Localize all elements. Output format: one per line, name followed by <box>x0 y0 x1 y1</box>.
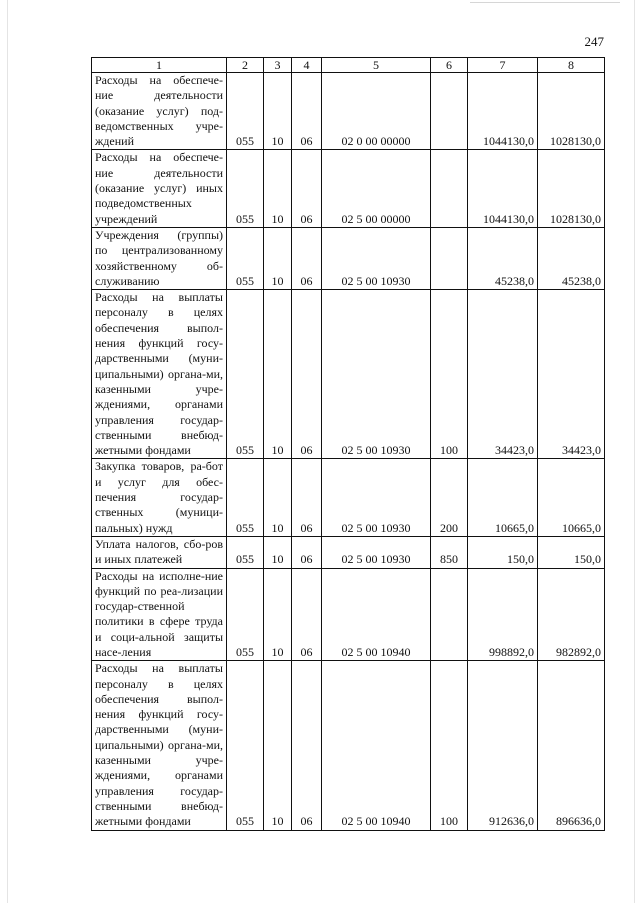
cell-col3: 10 <box>264 73 292 150</box>
cell-col4: 06 <box>292 661 322 830</box>
page-number: 247 <box>584 34 604 49</box>
cell-col2: 055 <box>227 150 264 227</box>
cell-col5: 02 5 00 10930 <box>322 227 431 289</box>
table-row <box>92 150 605 227</box>
table-row <box>92 536 605 568</box>
col-header: 4 <box>292 58 322 73</box>
cell-col7: 912636,0 <box>468 661 538 830</box>
cell-col3: 10 <box>264 536 292 568</box>
cell-col4: 06 <box>292 150 322 227</box>
table-row <box>92 459 605 536</box>
col-header: 3 <box>264 58 292 73</box>
col-header: 2 <box>227 58 264 73</box>
cell-col6: 100 <box>431 290 468 459</box>
cell-col5: 02 5 00 10930 <box>322 459 431 536</box>
table-row <box>92 290 605 459</box>
col-header: 6 <box>431 58 468 73</box>
row-name: Расходы на выплаты персоналу в целях обеспечения выпол-нения функций госу-дарственными (муни-ципальными) органа-ми, казенными учре-ждениями, органами управления государ-ственными внебюд-жетными фондами <box>92 290 227 459</box>
cell-col4: 06 <box>292 568 322 661</box>
cell-col2: 055 <box>227 290 264 459</box>
cell-col4: 06 <box>292 73 322 150</box>
col-header: 5 <box>322 58 431 73</box>
cell-col8: 34423,0 <box>538 290 605 459</box>
row-name: Расходы на обеспече-ние деятельности (оказание услуг) под-ведомственных учре-ждений <box>92 73 227 150</box>
cell-col6 <box>431 150 468 227</box>
col-header: 8 <box>538 58 605 73</box>
cell-col5: 02 5 00 10930 <box>322 536 431 568</box>
page-edge-right <box>634 0 635 903</box>
cell-col5: 02 5 00 10940 <box>322 568 431 661</box>
cell-col7: 1044130,0 <box>468 150 538 227</box>
cell-col7: 34423,0 <box>468 290 538 459</box>
cell-col5: 02 5 00 10930 <box>322 290 431 459</box>
cell-col6: 850 <box>431 536 468 568</box>
cell-col3: 10 <box>264 459 292 536</box>
cell-col4: 06 <box>292 227 322 289</box>
cell-col8: 150,0 <box>538 536 605 568</box>
cell-col5: 02 5 00 00000 <box>322 150 431 227</box>
cell-col2: 055 <box>227 536 264 568</box>
cell-col8: 10665,0 <box>538 459 605 536</box>
cell-col6 <box>431 227 468 289</box>
cell-col8: 982892,0 <box>538 568 605 661</box>
cell-col8: 1028130,0 <box>538 150 605 227</box>
cell-col6 <box>431 73 468 150</box>
cell-col7: 150,0 <box>468 536 538 568</box>
cell-col2: 055 <box>227 568 264 661</box>
row-name: Расходы на исполне-ние функций по реа-лизации государ-ственной политики в сфере труда и соци-альной защиты насе-ления <box>92 568 227 661</box>
cell-col2: 055 <box>227 227 264 289</box>
budget-table <box>91 57 605 831</box>
cell-col8: 896636,0 <box>538 661 605 830</box>
page-edge-left <box>7 0 8 903</box>
cell-col3: 10 <box>264 661 292 830</box>
cell-col5: 02 5 00 10940 <box>322 661 431 830</box>
cell-col6: 100 <box>431 661 468 830</box>
cell-col3: 10 <box>264 150 292 227</box>
cell-col4: 06 <box>292 536 322 568</box>
row-name: Учреждения (группы) по централизованному хозяйственному об-служиванию <box>92 227 227 289</box>
cell-col7: 45238,0 <box>468 227 538 289</box>
row-name: Уплата налогов, сбо-ров и иных платежей <box>92 536 227 568</box>
cell-col2: 055 <box>227 73 264 150</box>
cell-col7: 1044130,0 <box>468 73 538 150</box>
table-row <box>92 661 605 830</box>
col-header: 1 <box>92 58 227 73</box>
cell-col5: 02 0 00 00000 <box>322 73 431 150</box>
cell-col4: 06 <box>292 459 322 536</box>
row-name: Расходы на выплаты персоналу в целях обеспечения выпол-нения функций госу-дарственными (муни-ципальными) органа-ми, казенными учре-ждениями, органами управления государ-ственными внебюд-жетными фондами <box>92 661 227 830</box>
header-row <box>92 58 605 73</box>
cell-col6: 200 <box>431 459 468 536</box>
scan-mark <box>470 2 620 3</box>
cell-col2: 055 <box>227 661 264 830</box>
cell-col3: 10 <box>264 227 292 289</box>
cell-col8: 45238,0 <box>538 227 605 289</box>
cell-col7: 998892,0 <box>468 568 538 661</box>
table-row <box>92 73 605 150</box>
cell-col8: 1028130,0 <box>538 73 605 150</box>
cell-col3: 10 <box>264 290 292 459</box>
col-header: 7 <box>468 58 538 73</box>
row-name: Закупка товаров, ра-бот и услуг для обес-печения государ-ственных (муници-пальных) нужд <box>92 459 227 536</box>
cell-col6 <box>431 568 468 661</box>
cell-col7: 10665,0 <box>468 459 538 536</box>
cell-col2: 055 <box>227 459 264 536</box>
cell-col3: 10 <box>264 568 292 661</box>
table-row <box>92 568 605 661</box>
cell-col4: 06 <box>292 290 322 459</box>
row-name: Расходы на обеспече-ние деятельности (оказание услуг) иных подведомственных учреждений <box>92 150 227 227</box>
table-row <box>92 227 605 289</box>
